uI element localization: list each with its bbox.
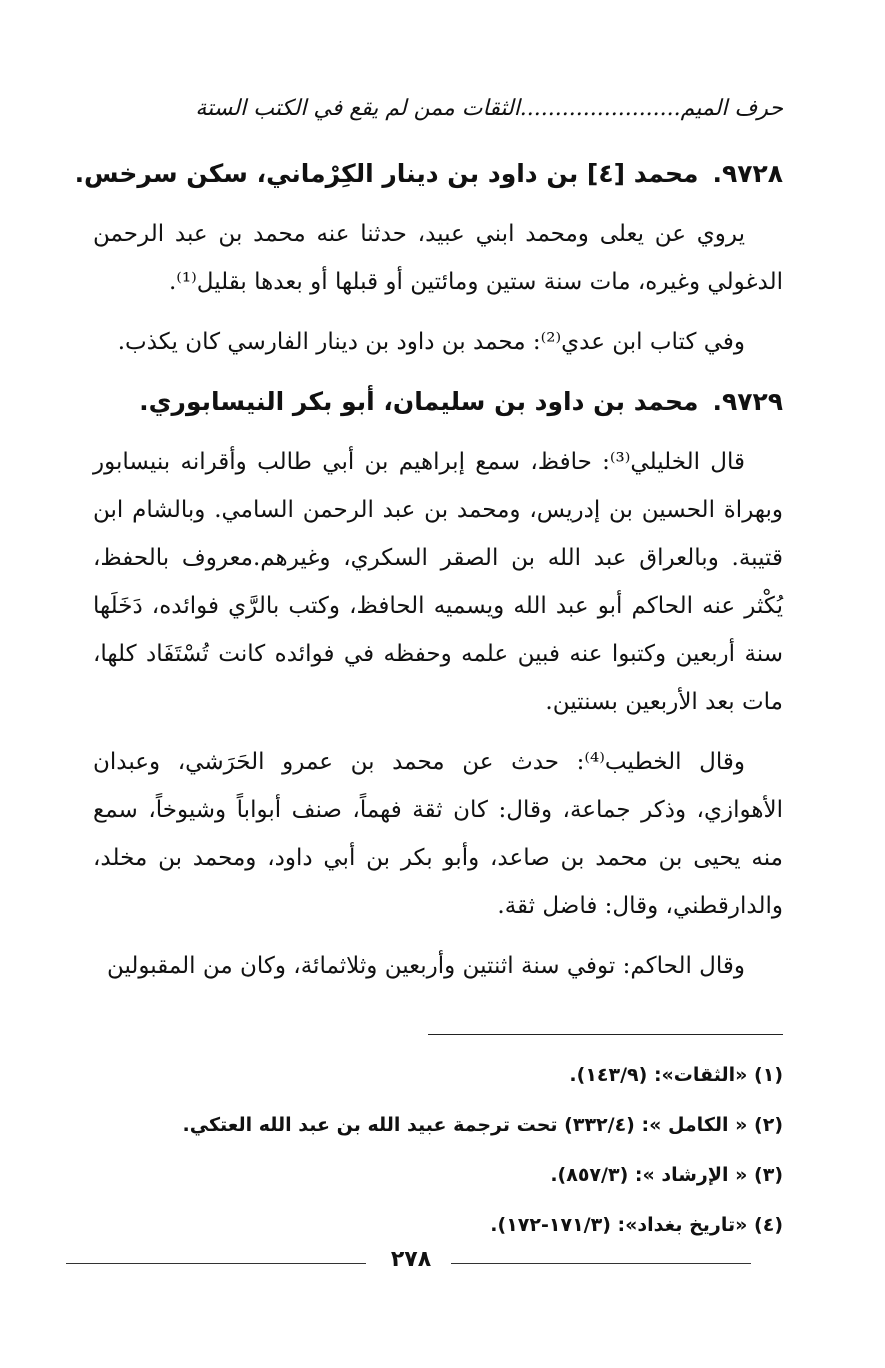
paragraph: وفي كتاب ابن عدي⁽²⁾: محمد بن داود بن دينار الفارسي كان يكذب. [117,329,745,355]
footnote-3: (٣) « الإرشاد »: (٨٥٧/٣). [550,1164,783,1186]
entry-heading-9728 [74,150,783,198]
entry-number: ٩٧٢٨. [712,159,783,188]
footnote-divider [428,1034,783,1035]
paragraph: وقال الحاكم: توفي سنة اثنتين وأربعين وثلاثمائة، وكان من المقبولين [106,953,745,979]
footer-rule-right [451,1263,751,1264]
paragraph: قال الخليلي⁽³⁾: حافظ، سمع إبراهيم بن أبي طالب وأقرانه بنيسابور وبهراة الحسين بن إدريس، ومحمد بن عبد الرحمن السامي. وبالشام ابن قتيبة. وبالعراق عبد الله بن الصقر السكري، وغيرهم.معروف بالحفظ، يُكْثر عنه الحاكم أبو عبد الله ويسميه الحافظ، وكتب بالرَّي فوائده، دَخَلَها سنة أربعين وكتبوا عنه فبين علمه وحفظه في فوائده كانت تُسْتَفَاد كلها، مات بعد الأربعين بسنتين. [93,449,783,715]
paragraph: يروي عن يعلى ومحمد ابني عبيد، حدثنا عنه محمد بن عبد الرحمن الدغولي وغيره، مات سنة ستين ومائتين أو قبلها أو بعدها بقليل⁽¹⁾. [93,221,783,295]
footnote-4: (٤) «تاريخ بغداد»: (١٧١/٣-١٧٢). [490,1214,783,1236]
entry-title: محمد بن داود بن سليمان، أبو بكر النيسابوري. [139,387,699,416]
paragraph: وقال الخطيب⁽⁴⁾: حدث عن محمد بن عمرو الحَرَشي، وعبدان الأهوازي، وذكر جماعة، وقال: كان ثقة فهماً، صنف أبواباً وشيوخاً، سمع منه يحيى بن محمد بن صاعد، وأبو بكر بن أبي داود، ومحمد بن مخلد، والدارقطني، وقال: فاضل ثقة. [93,749,783,919]
entry-number: ٩٧٢٩. [712,387,783,416]
running-header: حرف الميم.......................الثقات ممن لم يقع في الكتب الستة [195,96,783,121]
entry-heading-9729 [93,378,783,426]
page-footer [66,1245,751,1285]
footnote-1: (١) «الثقات»: (١٤٣/٩). [569,1064,783,1086]
footnote-2: (٢) « الكامل »: (٣٣٢/٤) تحت ترجمة عبيد الله بن عبد الله العتكي. [182,1114,783,1136]
footnotes [93,1050,783,1250]
main-text [74,150,783,1002]
page-number: ٢٧٨ [390,1247,432,1272]
entry-title: محمد [٤] بن داود بن دينار الكِرْماني، سكن سرخس. [74,159,699,188]
footer-rule-left [66,1263,366,1264]
